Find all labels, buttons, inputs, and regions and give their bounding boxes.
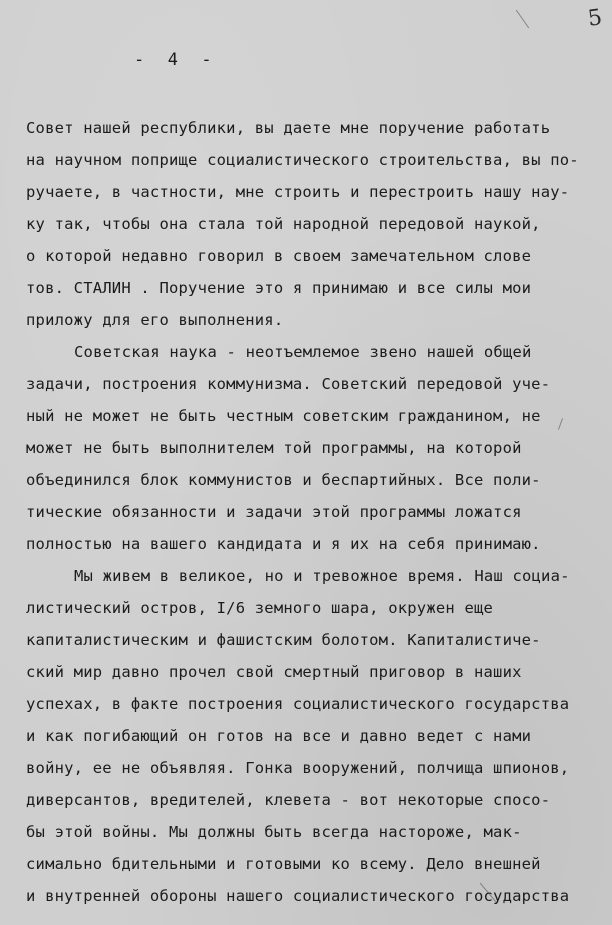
text-line: Совет нашей республики, вы даете мне поручение работать: [26, 119, 551, 137]
paper-scratch: [558, 418, 563, 430]
text-line: ный не может не быть честным советским гражданином, не: [26, 407, 541, 425]
text-line: ский мир давно прочел свой смертный приговор в наших: [26, 663, 522, 681]
text-line: приложу для его выполнения.: [26, 311, 284, 329]
text-line: полностью на вашего кандидата и я их на себя принимаю.: [26, 535, 541, 553]
page-number: - 4 -: [134, 50, 213, 70]
text-line: диверсантов, вредителей, клевета - вот некоторые спосо-: [26, 791, 551, 809]
text-line: листический остров, I/6 земного шара, окружен еще: [26, 599, 494, 617]
text-line: симально бдительными и готовыми ко всему. Дело внешней: [26, 855, 541, 873]
text-line: и как погибающий он готов на все и давно ведет с нами: [26, 727, 532, 745]
text-line: Советская наука - неотъемлемое звено нашей общей: [74, 343, 532, 361]
text-line: капиталистическим и фашистским болотом. Капиталистиче-: [26, 631, 541, 649]
text-line: задачи, построения коммунизма. Советский передовой уче-: [26, 375, 551, 393]
text-line: о которой недавно говорил в своем замечательном слове: [26, 247, 532, 265]
text-line: тические обязанности и задачи этой программы ложатся: [26, 503, 522, 521]
text-line: и внутренней обороны нашего социалистического государства: [26, 887, 570, 905]
text-line: тов. СТАЛИН . Поручение это я принимаю и все силы мои: [26, 279, 532, 297]
text-line: может не быть выполнителем той программы, на которой: [26, 439, 522, 457]
text-line: на научном поприще социалистического строительства, вы по-: [26, 151, 579, 169]
text-line: объединился блок коммунистов и беспартийных. Все поли-: [26, 471, 541, 489]
text-line: успехах, в факте построения социалистического государства: [26, 695, 570, 713]
paper-scratch: [516, 10, 529, 29]
text-line: войну, ее не объявляя. Гонка вооружений, полчища шпионов,: [26, 759, 570, 777]
text-line: бы этой войны. Мы должны быть всегда настороже, мак-: [26, 823, 522, 841]
text-line: ку так, чтобы она стала той народной передовой наукой,: [26, 215, 541, 233]
text-line: ручаете, в частности, мне строить и перестроить нашу нау-: [26, 183, 570, 201]
text-line: Мы живем в великое, но и тревожное время. Наш социа-: [74, 567, 570, 585]
handwritten-page-mark: 5: [586, 5, 604, 32]
